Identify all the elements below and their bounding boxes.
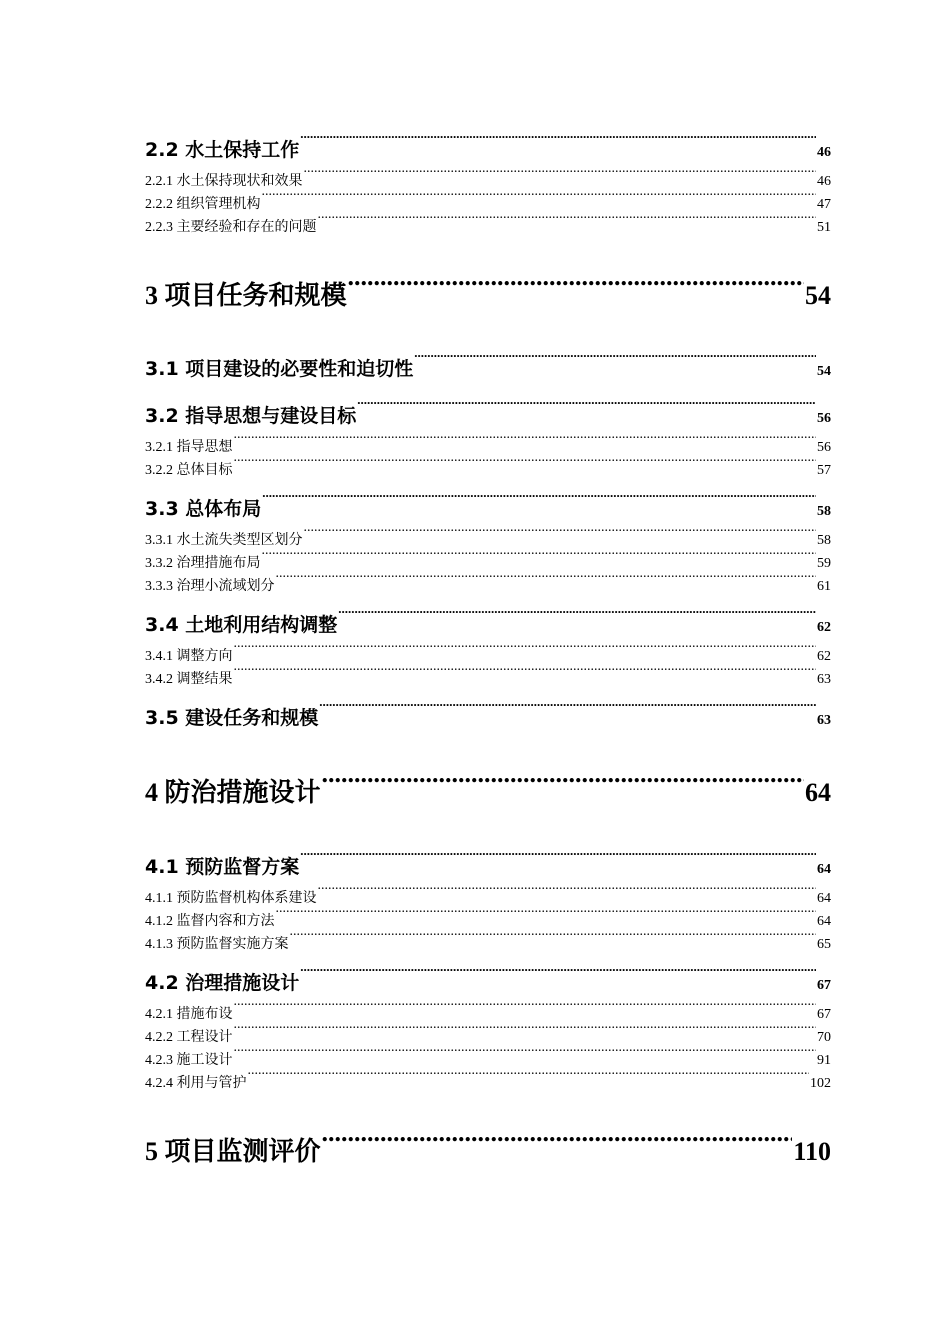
- toc-entry-title: 3.3.3 治理小流域划分: [145, 579, 275, 594]
- dot-leader: [357, 392, 816, 422]
- dot-leader: [262, 485, 816, 515]
- toc-subsection-entry[interactable]: [145, 660, 831, 687]
- toc-entry-page-number: 63: [817, 713, 831, 728]
- dot-leader: [276, 567, 817, 590]
- toc-subsection-entry[interactable]: [145, 451, 831, 478]
- toc-entry-page-number: 46: [817, 174, 831, 189]
- toc-entry-page-number: 70: [817, 1030, 831, 1045]
- toc-entry-page-number: 51: [817, 220, 831, 235]
- dot-leader: [348, 266, 804, 304]
- dot-leader: [234, 1041, 817, 1064]
- toc-entry-title: 3.3 总体布局: [145, 498, 262, 520]
- toc-entry-title: 3.4.2 调整结果: [145, 672, 233, 687]
- toc-entry-title: 4.1 预防监督方案: [145, 856, 300, 878]
- toc-entry-title: 2.2.1 水土保持现状和效果: [145, 174, 303, 189]
- toc-entry-title: 3.2 指导思想与建设目标: [145, 405, 357, 427]
- toc-entry-page-number: 62: [817, 620, 831, 635]
- toc-subsection-entry[interactable]: [145, 925, 831, 952]
- toc-entry-page-number: 46: [817, 145, 831, 160]
- toc-entry-page-number: 64: [817, 862, 831, 877]
- toc-section-entry[interactable]: [145, 345, 831, 380]
- dot-leader: [234, 428, 817, 451]
- toc-chapter-entry[interactable]: [145, 266, 831, 310]
- toc-entry-page-number: 110: [793, 1137, 831, 1166]
- toc-subsection-entry[interactable]: [145, 1041, 831, 1068]
- toc-entry-page-number: 54: [817, 364, 831, 379]
- dot-leader: [304, 521, 817, 544]
- toc-entry-page-number: 64: [817, 891, 831, 906]
- toc-entry-title: 4.2.2 工程设计: [145, 1030, 233, 1045]
- toc-subsection-entry[interactable]: [145, 879, 831, 906]
- toc-entry-title: 3.2.1 指导思想: [145, 440, 233, 455]
- toc-section-entry[interactable]: [145, 959, 831, 994]
- toc-entry-page-number: 63: [817, 672, 831, 687]
- toc-entry-page-number: 56: [817, 440, 831, 455]
- toc-entry-page-number: 58: [817, 533, 831, 548]
- dot-leader: [322, 1122, 793, 1160]
- dot-leader: [322, 763, 804, 801]
- toc-entry-page-number: 47: [817, 197, 831, 212]
- dot-leader: [318, 879, 817, 902]
- toc-section-entry[interactable]: [145, 485, 831, 520]
- toc-subsection-entry[interactable]: [145, 521, 831, 548]
- toc-entry-page-number: 56: [817, 411, 831, 426]
- toc-entry-title: 5 项目监测评价: [145, 1137, 321, 1166]
- toc-subsection-entry[interactable]: [145, 902, 831, 929]
- toc-section-entry[interactable]: [145, 126, 831, 161]
- toc-subsection-entry[interactable]: [145, 162, 831, 189]
- toc-entry-page-number: 64: [805, 778, 831, 807]
- toc-subsection-entry[interactable]: [145, 544, 831, 571]
- toc-section-entry[interactable]: [145, 694, 831, 729]
- toc-entry-title: 4.2.1 措施布设: [145, 1007, 233, 1022]
- toc-entry-title: 3.2.2 总体目标: [145, 463, 233, 478]
- dot-leader: [318, 208, 817, 231]
- toc-entry-title: 2.2.2 组织管理机构: [145, 197, 261, 212]
- toc-entry-title: 2.2.3 主要经验和存在的问题: [145, 220, 317, 235]
- toc-entry-title: 3.5 建设任务和规模: [145, 707, 319, 729]
- toc-subsection-entry[interactable]: [145, 637, 831, 664]
- toc-entry-page-number: 65: [817, 937, 831, 952]
- toc-entry-title: 4 防治措施设计: [145, 778, 321, 807]
- toc-subsection-entry[interactable]: [145, 208, 831, 235]
- toc-subsection-entry[interactable]: [145, 567, 831, 594]
- toc-entry-page-number: 57: [817, 463, 831, 478]
- toc-entry-title: 3.4.1 调整方向: [145, 649, 233, 664]
- toc-entry-title: 4.2.3 施工设计: [145, 1053, 233, 1068]
- toc-entry-page-number: 61: [817, 579, 831, 594]
- toc-entry-page-number: 59: [817, 556, 831, 571]
- toc-entry-title: 3.4 土地利用结构调整: [145, 614, 338, 636]
- dot-leader: [248, 1064, 810, 1087]
- toc-entry-title: 2.2 水土保持工作: [145, 139, 300, 161]
- toc-entry-title: 3.3.1 水土流失类型区划分: [145, 533, 303, 548]
- toc-subsection-entry[interactable]: [145, 428, 831, 455]
- dot-leader: [262, 185, 817, 208]
- dot-leader: [304, 162, 817, 185]
- toc-entry-page-number: 102: [810, 1076, 831, 1091]
- dot-leader: [319, 694, 816, 724]
- dot-leader: [300, 843, 816, 873]
- toc-entry-page-number: 67: [817, 978, 831, 993]
- toc-section-entry[interactable]: [145, 601, 831, 636]
- dot-leader: [262, 544, 817, 567]
- toc-entry-page-number: 67: [817, 1007, 831, 1022]
- toc-chapter-entry[interactable]: [145, 1122, 831, 1166]
- toc-entry-title: 3.3.2 治理措施布局: [145, 556, 261, 571]
- dot-leader: [234, 995, 817, 1018]
- toc-entry-page-number: 62: [817, 649, 831, 664]
- toc-entry-title: 3 项目任务和规模: [145, 281, 347, 310]
- toc-entry-title: 4.1.2 监督内容和方法: [145, 914, 275, 929]
- dot-leader: [234, 660, 817, 683]
- dot-leader: [234, 451, 817, 474]
- toc-entry-title: 4.2 治理措施设计: [145, 972, 300, 994]
- toc-subsection-entry[interactable]: [145, 1064, 831, 1091]
- toc-entry-title: 4.2.4 利用与管护: [145, 1076, 247, 1091]
- toc-entry-title: 3.1 项目建设的必要性和迫切性: [145, 358, 414, 380]
- toc-section-entry[interactable]: [145, 843, 831, 878]
- toc-entry-page-number: 64: [817, 914, 831, 929]
- dot-leader: [300, 959, 816, 989]
- toc-entry-page-number: 91: [817, 1053, 831, 1068]
- toc-entry-page-number: 58: [817, 504, 831, 519]
- toc-entry-title: 4.1.3 预防监督实施方案: [145, 937, 289, 952]
- dot-leader: [290, 925, 817, 948]
- dot-leader: [338, 601, 816, 631]
- toc-section-entry[interactable]: [145, 392, 831, 427]
- dot-leader: [276, 902, 817, 925]
- toc-subsection-entry[interactable]: [145, 1018, 831, 1045]
- toc-subsection-entry[interactable]: [145, 185, 831, 212]
- toc-entry-page-number: 54: [805, 281, 831, 310]
- toc-chapter-entry[interactable]: [145, 763, 831, 807]
- dot-leader: [414, 345, 816, 375]
- toc-entry-title: 4.1.1 预防监督机构体系建设: [145, 891, 317, 906]
- toc-subsection-entry[interactable]: [145, 995, 831, 1022]
- dot-leader: [234, 1018, 817, 1041]
- dot-leader: [234, 637, 817, 660]
- dot-leader: [300, 126, 816, 156]
